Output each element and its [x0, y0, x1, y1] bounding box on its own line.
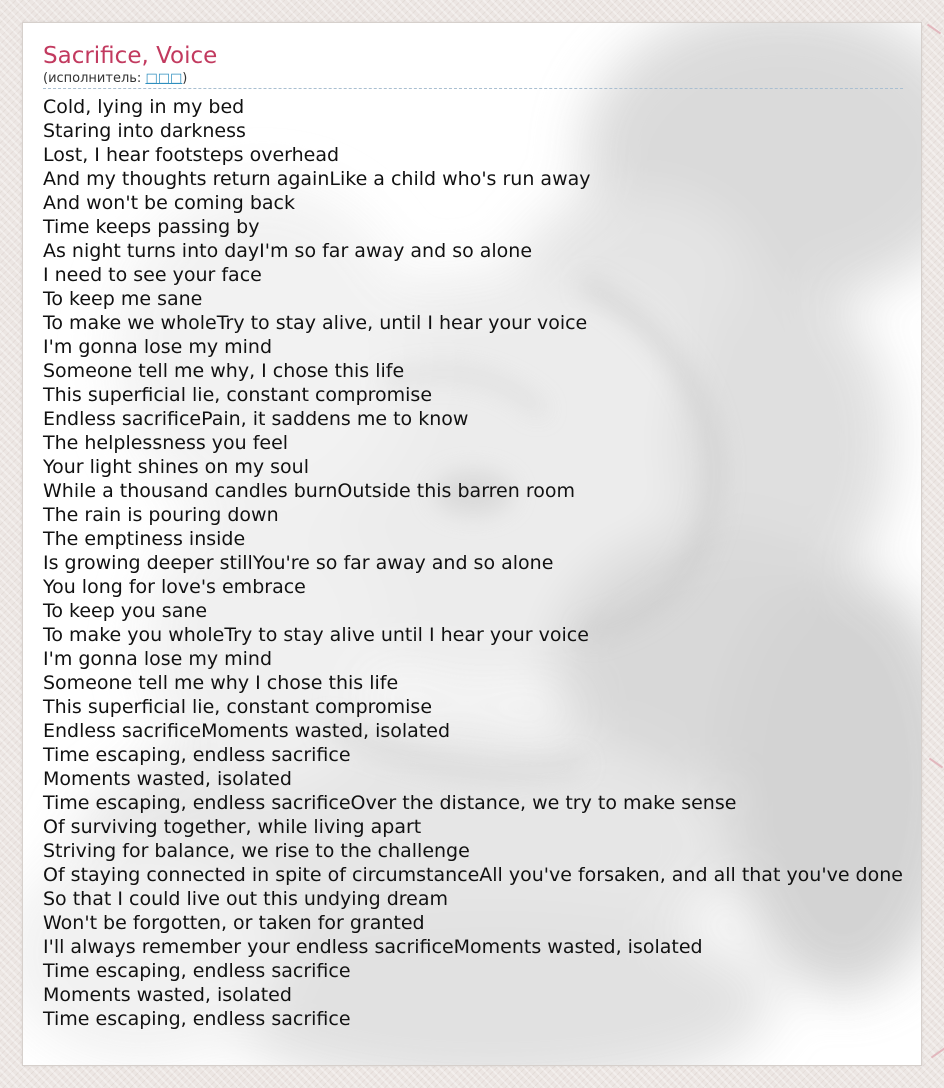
lyric-line: Of staying connected in spite of circumstanceAll you've forsaken, and all that you've done	[43, 864, 903, 886]
lyric-line: Endless sacrificeMoments wasted, isolated	[43, 720, 451, 742]
lyric-line: Cold, lying in my bed	[43, 96, 245, 118]
lyric-line: I'll always remember your endless sacrificeMoments wasted, isolated	[43, 936, 703, 958]
lyric-line: Moments wasted, isolated	[43, 768, 292, 790]
lyric-line: And won't be coming back	[43, 192, 296, 214]
lyric-line: Striving for balance, we rise to the challenge	[43, 840, 470, 862]
lyric-line: Time escaping, endless sacrificeOver the distance, we try to make sense	[43, 792, 737, 814]
lyric-line: Time escaping, endless sacrifice	[43, 960, 351, 982]
lyric-line: Staring into darkness	[43, 120, 246, 142]
lyric-line: As night turns into dayI'm so far away and so alone	[43, 240, 533, 262]
lyric-line: Endless sacrificePain, it saddens me to know	[43, 408, 469, 430]
lyric-line: The emptiness inside	[43, 528, 246, 550]
lyric-line: To make we wholeTry to stay alive, until I hear your voice	[43, 312, 588, 334]
artist-prefix: (исполнитель:	[43, 71, 146, 86]
lyric-line: Is growing deeper stillYou're so far away and so alone	[43, 552, 554, 574]
lyric-line: Someone tell me why I chose this life	[43, 672, 399, 694]
lyrics-card	[22, 22, 922, 1066]
page-corner-mark	[927, 24, 941, 35]
lyric-line: To keep me sane	[43, 288, 203, 310]
artist-link[interactable]: □□□	[145, 71, 183, 86]
lyric-line: Someone tell me why, I chose this life	[43, 360, 405, 382]
lyric-line: Of surviving together, while living apart	[43, 816, 422, 838]
artist-suffix: )	[182, 71, 188, 86]
lyric-line: And my thoughts return againLike a child who's run away	[43, 168, 591, 190]
lyric-line: Time keeps passing by	[43, 216, 260, 238]
lyric-line: I need to see your face	[43, 264, 262, 286]
page-corner-mark	[929, 758, 943, 769]
lyric-line: While a thousand candles burnOutside this barren room	[43, 480, 575, 502]
page-corner-mark	[931, 1048, 944, 1059]
lyric-line: Your light shines on my soul	[43, 456, 309, 478]
lyrics-content	[43, 23, 921, 1031]
song-title: Sacrifice, Voice	[43, 43, 218, 69]
lyric-line: Time escaping, endless sacrifice	[43, 744, 351, 766]
lyric-line: Won't be forgotten, or taken for granted	[43, 912, 425, 934]
lyric-line: This superficial lie, constant compromise	[43, 384, 433, 406]
lyrics-text	[43, 95, 922, 1031]
lyric-line: Time escaping, endless sacrifice	[43, 1008, 351, 1030]
lyric-line: Lost, I hear footsteps overhead	[43, 144, 340, 166]
lyric-line: The helplessness you feel	[43, 432, 289, 454]
lyric-line: You long for love's embrace	[43, 576, 306, 598]
lyric-line: To make you wholeTry to stay alive until I hear your voice	[43, 624, 589, 646]
lyric-line: I'm gonna lose my mind	[43, 336, 273, 358]
artist-line	[43, 71, 903, 89]
lyric-line: To keep you sane	[43, 600, 208, 622]
lyric-line: Moments wasted, isolated	[43, 984, 292, 1006]
lyric-line: This superficial lie, constant compromise	[43, 696, 433, 718]
lyric-line: The rain is pouring down	[43, 504, 279, 526]
lyric-line: So that I could live out this undying dream	[43, 888, 448, 910]
lyric-line: I'm gonna lose my mind	[43, 648, 273, 670]
